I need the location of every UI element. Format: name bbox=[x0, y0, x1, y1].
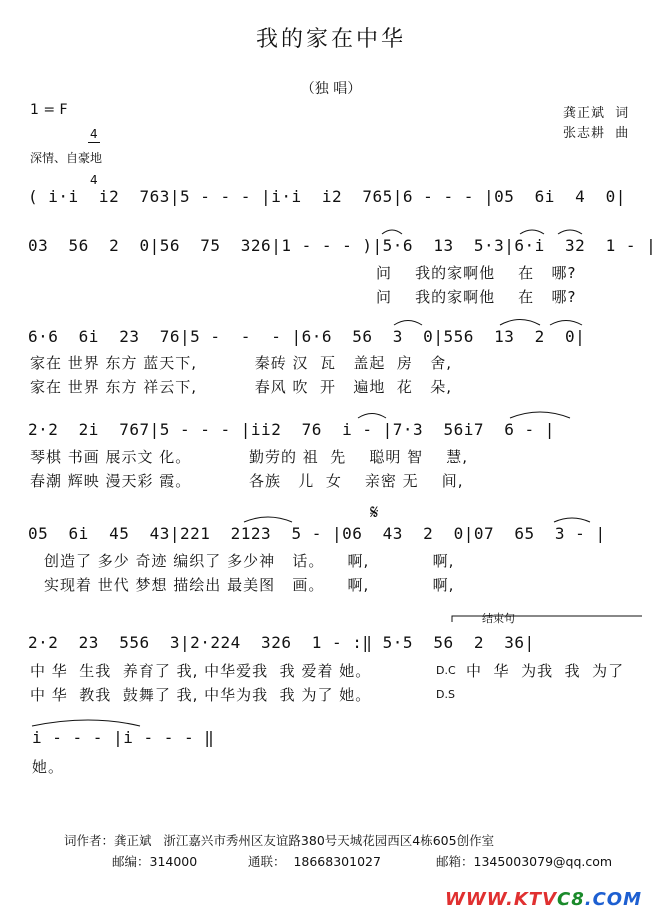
dc-mark: D.C bbox=[436, 664, 456, 677]
slur bbox=[358, 414, 386, 419]
slur bbox=[500, 320, 540, 326]
score-line-4: 2·2 2i 767|5 - - - |ii2 76 i - |7·3 56i7 6 - | bbox=[28, 420, 555, 439]
lyric-line-5a: 创造了 多少 奇迹 编织了 多少神 话。 啊, 啊, bbox=[44, 552, 455, 570]
site-watermark bbox=[430, 868, 642, 910]
expression-mark: 深情、自豪地 bbox=[30, 151, 103, 165]
composer-credit: 张志耕 曲 bbox=[563, 126, 630, 141]
coda-lyric: 中 华 为我 我 为了 bbox=[466, 662, 625, 680]
segno-sign: 𝄋 bbox=[370, 500, 379, 524]
lyric-line-3b: 家在 世界 东方 祥云下, 春风 吹 开 遍地 花 朵, bbox=[30, 378, 452, 396]
song-title: 我的家在中华 bbox=[255, 27, 406, 52]
coda-bracket bbox=[452, 616, 642, 622]
footer-address: 词作者：龚正斌 浙江嘉兴市秀州区友谊路380号天城花园西区4栋605创作室 bbox=[64, 833, 495, 848]
performance-type: （独 唱） bbox=[300, 81, 362, 97]
ds-mark: D.S bbox=[436, 688, 455, 701]
lyric-line-4a: 琴棋 书画 展示文 化。 勤劳的 祖 先 聪明 智 慧, bbox=[30, 448, 468, 466]
slur bbox=[382, 230, 402, 234]
score-line-2: 03 56 2 0|56 75 326|1 - - - )|5·6 13 5·3|6·i 32 1 - | bbox=[28, 236, 657, 255]
time-signature-top: 4 bbox=[90, 127, 98, 141]
slur bbox=[554, 518, 590, 522]
watermark-part3: .COM bbox=[584, 889, 642, 910]
lyric-line-2a: 问 我的家啊他 在 哪? bbox=[376, 264, 577, 282]
lyric-line-2b: 问 我的家啊他 在 哪? bbox=[376, 288, 577, 306]
score-line-7: i - - - |i - - - ‖ bbox=[32, 728, 215, 747]
watermark-part2: C8 bbox=[557, 889, 585, 910]
slur bbox=[550, 321, 582, 326]
lyric-line-4b: 春潮 辉映 漫天彩 霞。 各族 儿 女 亲密 无 间, bbox=[30, 472, 464, 490]
slur bbox=[520, 230, 544, 234]
coda-label: 结束句 bbox=[482, 612, 515, 625]
footer-email: 邮箱：1345003079@qq.com bbox=[436, 854, 613, 869]
time-signature-bottom: 4 bbox=[90, 173, 98, 187]
footer-phone: 通联： 18668301027 bbox=[248, 854, 381, 869]
score-line-5: 05 6i 45 43|221 2123 5 - |06 43 2 0|07 65 3 - | bbox=[28, 524, 606, 543]
lyricist-credit: 龚正斌 词 bbox=[563, 106, 630, 121]
slur bbox=[558, 230, 582, 234]
score-line-1: ( i·i i2 763|5 - - - |i·i i2 765|6 - - - |05 6i 4 0| bbox=[28, 187, 626, 206]
footer-postcode: 邮编：314000 bbox=[112, 854, 198, 869]
watermark-part1: WWW.KTV bbox=[445, 889, 557, 910]
key-signature: 1 = F bbox=[30, 102, 68, 118]
slur bbox=[510, 412, 570, 418]
score-line-3: 6·6 6i 23 76|5 - - - |6·6 56 3 0|556 13 2 0| bbox=[28, 327, 586, 346]
lyric-line-3a: 家在 世界 东方 蓝天下, 秦砖 汉 瓦 盖起 房 舍, bbox=[30, 354, 452, 372]
lyric-line-6a: 中 华 生我 养育了 我, 中华爱我 我 爱着 她。 bbox=[30, 662, 372, 680]
slur bbox=[244, 517, 292, 522]
lyric-line-7: 她。 bbox=[32, 758, 65, 776]
lyric-line-6b: 中 华 教我 鼓舞了 我, 中华为我 我 为了 她。 bbox=[30, 686, 372, 704]
score-line-6: 2·2 23 556 3|2·224 326 1 - :‖ 5·5 56 2 36| bbox=[28, 633, 535, 652]
tie bbox=[32, 720, 140, 726]
slur bbox=[394, 321, 422, 326]
lyric-line-5b: 实现着 世代 梦想 描绘出 最美图 画。 啊, 啊, bbox=[44, 576, 455, 594]
